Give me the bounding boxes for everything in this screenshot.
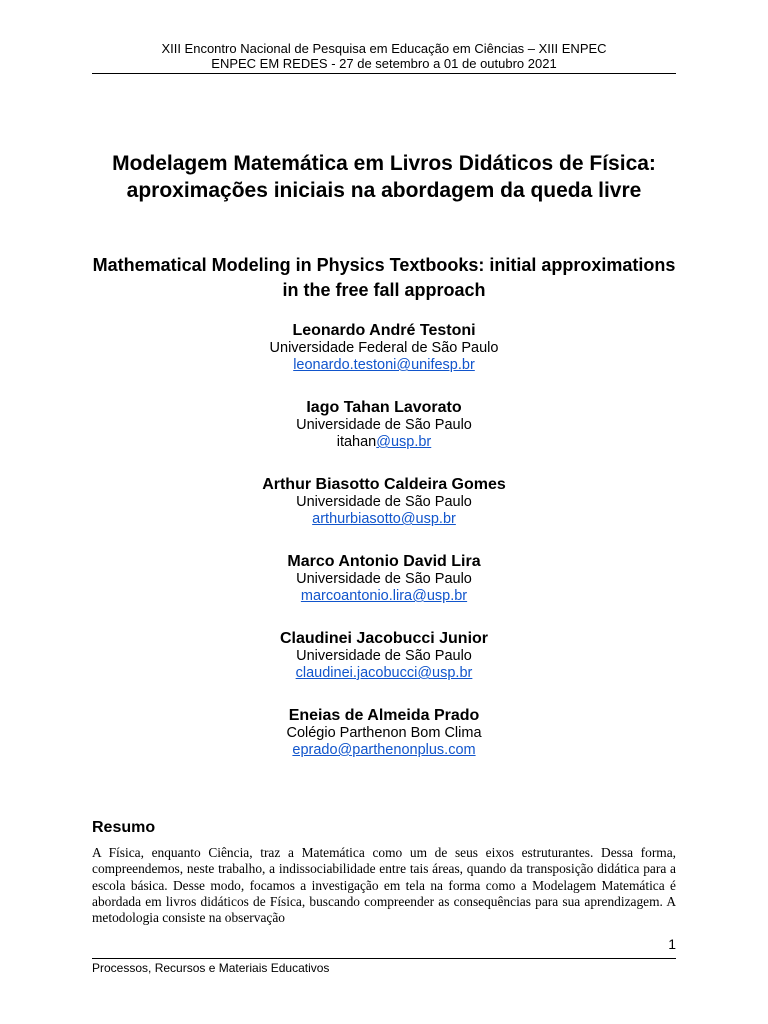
running-footer: Processos, Recursos e Materiais Educativos — [92, 961, 330, 975]
email-prefix: itahan — [336, 434, 377, 450]
author-email — [92, 665, 676, 682]
paper-subtitle-english: Mathematical Modeling in Physics Textbooks: initial approximations in the free fall approach — [92, 255, 676, 300]
paper-title: Modelagem Matemática em Livros Didáticos de Física: aproximações iniciais na abordagem da queda livre — [112, 152, 656, 202]
author-email — [92, 588, 676, 605]
author-name: Iago Tahan Lavorato — [306, 399, 462, 416]
abstract-text: A Física, enquanto Ciência, traz a Matemática como um de seus eixos estruturantes. Dessa forma, compreendemos, neste trabalho, a indissociabilidade entre tais áreas, quando da transposição didática para a escola básica. Desse modo, focamos a investigação em tela na forma como a Modelagem Matemática é abordada em livros didáticos de Física, buscando compreender as consequências para sua aprendizagem. A metodologia consiste na observação — [92, 845, 676, 926]
author-name: Marco Antonio David Lira — [287, 553, 481, 570]
author-affiliation: Colégio Parthenon Bom Clima — [286, 725, 482, 741]
email-link[interactable]: eprado@parthenonplus.com — [292, 742, 476, 758]
author-affiliation: Universidade de São Paulo — [296, 494, 472, 510]
email-link[interactable]: @usp.br — [376, 434, 432, 450]
author-block — [92, 552, 676, 629]
footer-divider — [92, 958, 676, 959]
email-link[interactable]: leonardo.testoni@unifesp.br — [293, 357, 475, 373]
author-affiliation: Universidade de São Paulo — [296, 648, 472, 664]
author-name: Claudinei Jacobucci Junior — [279, 630, 489, 647]
running-header — [92, 41, 676, 71]
author-list — [92, 321, 676, 783]
author-block — [92, 706, 676, 783]
author-block — [92, 475, 676, 552]
page-number: 1 — [668, 936, 676, 952]
author-name: Eneias de Almeida Prado — [288, 707, 480, 724]
author-email — [92, 742, 676, 759]
author-name: Leonardo André Testoni — [292, 322, 476, 339]
author-email — [92, 434, 676, 451]
author-affiliation: Universidade de São Paulo — [296, 571, 472, 587]
header-line-2: ENPEC EM REDES - 27 de setembro a 01 de outubro 2021 — [211, 56, 557, 71]
author-affiliation: Universidade Federal de São Paulo — [269, 340, 499, 356]
author-email — [92, 511, 676, 528]
author-block — [92, 321, 676, 398]
email-link[interactable]: claudinei.jacobucci@usp.br — [295, 665, 473, 681]
author-block — [92, 398, 676, 475]
header-line-1: XIII Encontro Nacional de Pesquisa em Educação em Ciências – XIII ENPEC — [161, 41, 607, 56]
header-divider — [92, 73, 676, 74]
author-name: Arthur Biasotto Caldeira Gomes — [262, 476, 506, 493]
abstract-heading: Resumo — [92, 819, 156, 836]
author-email — [92, 357, 676, 374]
email-link[interactable]: arthurbiasotto@usp.br — [312, 511, 456, 527]
email-link[interactable]: marcoantonio.lira@usp.br — [300, 588, 468, 604]
author-affiliation: Universidade de São Paulo — [296, 417, 472, 433]
author-block — [92, 629, 676, 706]
